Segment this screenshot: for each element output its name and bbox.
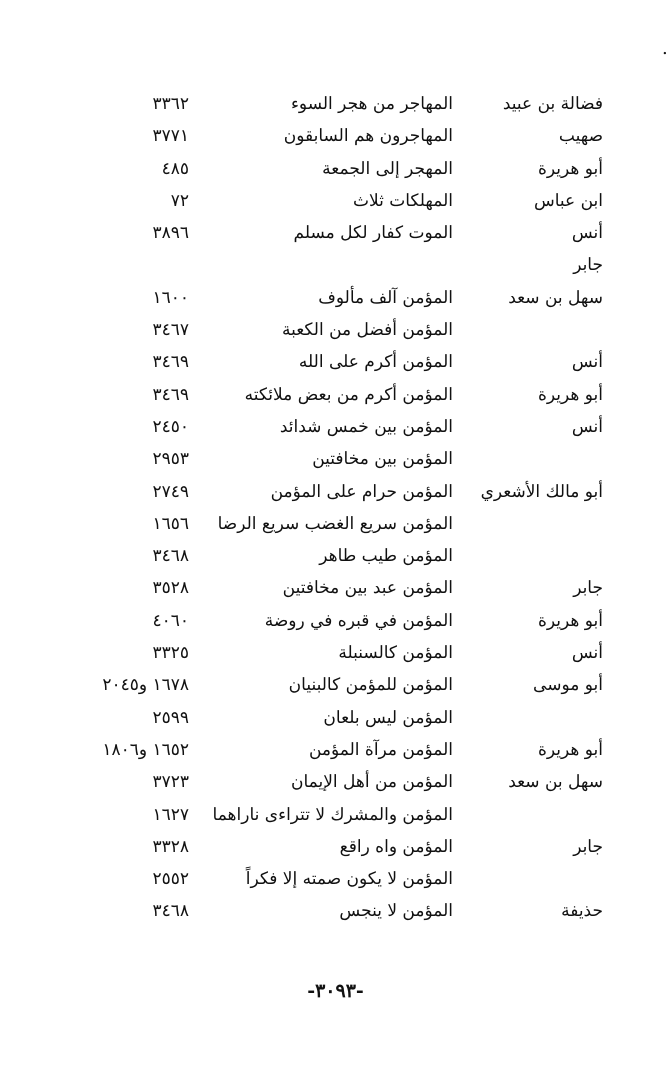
hadith-text: المؤمن واه راقع xyxy=(339,836,453,857)
hadith-text: المؤمن أكرم من بعض ملائكته xyxy=(244,384,453,405)
hadith-number: ٣٤٦٨ xyxy=(152,546,189,567)
hadith-text: المؤمن سريع الغضب سريع الرضا xyxy=(217,513,453,534)
narrator-cell: فضالة بن عبيد xyxy=(502,94,603,114)
hadith-text: المؤمن حرام على المؤمن xyxy=(270,481,453,502)
hadith-number: ٣٧٧١ xyxy=(152,126,189,147)
narrator-cell: سهل بن سعد xyxy=(508,772,603,793)
index-table xyxy=(0,88,671,928)
table-row xyxy=(0,508,671,540)
table-row xyxy=(0,766,671,798)
hadith-number: ٣٨٩٦ xyxy=(152,223,189,244)
table-row xyxy=(0,185,671,217)
hadith-text: المؤمن طيب طاهر xyxy=(319,546,453,567)
narrator-cell: أبو هريرة xyxy=(537,739,603,760)
hadith-number: ٣٤٦٩ xyxy=(152,352,189,373)
table-row xyxy=(0,379,671,411)
hadith-text: المهاجر من هجر السوء xyxy=(290,94,453,114)
hadith-number: ٢٥٩٩ xyxy=(152,707,189,728)
table-row xyxy=(0,346,671,378)
narrator-cell: جابر xyxy=(573,255,603,276)
hadith-text: المؤمن مرآة المؤمن xyxy=(308,739,453,760)
narrator-cell: أبو مالك الأشعري xyxy=(480,481,603,502)
hadith-text: المؤمن أكرم على الله xyxy=(298,352,453,373)
narrator-cell: صهيب xyxy=(558,126,603,147)
hadith-number: ٢٥٥٢ xyxy=(152,869,189,890)
hadith-number: ٧٢ xyxy=(170,190,189,211)
hadith-text: المؤمن للمؤمن كالبنيان xyxy=(288,675,453,696)
table-row xyxy=(0,120,671,152)
hadith-number: ٢٤٥٠ xyxy=(152,416,189,437)
hadith-number: ٣٤٦٩ xyxy=(152,384,189,405)
table-row xyxy=(0,411,671,443)
hadith-text: المؤمن والمشرك لا تتراءى ناراهما xyxy=(212,804,453,825)
narrator-cell: ابن عباس xyxy=(533,190,603,211)
table-row xyxy=(0,572,671,604)
narrator-cell: أنس xyxy=(571,643,603,664)
table-row xyxy=(0,831,671,863)
hadith-number: ١٦٧٨ و٢٠٤٥ xyxy=(102,675,189,696)
hadith-number: ١٦٥٦ xyxy=(152,513,189,534)
hadith-text: المؤمن بين خمس شدائد xyxy=(279,416,453,437)
hadith-number: ٣٣٢٥ xyxy=(152,643,189,664)
narrator-cell: أبو موسى xyxy=(533,675,603,696)
table-row xyxy=(0,282,671,314)
hadith-number: ٤٠٦٠ xyxy=(152,610,189,631)
hadith-number: ٣٣٦٢ xyxy=(152,94,189,114)
hadith-text: المؤمن لا ينجس xyxy=(339,901,453,922)
page-number: -٣٠٩٣- xyxy=(307,980,364,1002)
narrator-cell: أبو هريرة xyxy=(537,158,603,179)
narrator-cell: حذيفة xyxy=(561,901,603,922)
hadith-number: ١٦٢٧ xyxy=(152,804,189,825)
table-row xyxy=(0,734,671,766)
narrator-cell: أنس xyxy=(571,223,603,244)
hadith-text: المؤمن آلف مألوف xyxy=(318,287,453,308)
hadith-number: ٣٥٢٨ xyxy=(152,578,189,599)
table-row xyxy=(0,217,671,249)
hadith-number: ٣٣٢٨ xyxy=(152,836,189,857)
hadith-text: المهاجرون هم السابقون xyxy=(283,126,453,147)
table-row xyxy=(0,799,671,831)
table-row xyxy=(0,249,671,281)
hadith-number: ٢٧٤٩ xyxy=(152,481,189,502)
hadith-number: ٣٤٦٨ xyxy=(152,901,189,922)
table-row xyxy=(0,88,671,120)
hadith-number: ٣٧٢٣ xyxy=(152,772,189,793)
table-row xyxy=(0,895,671,927)
table-row xyxy=(0,702,671,734)
hadith-number: ٤٨٥ xyxy=(161,158,189,179)
table-row xyxy=(0,476,671,508)
table-row xyxy=(0,637,671,669)
hadith-text: المؤمن عبد بين مخافتين xyxy=(282,578,453,599)
hadith-number: ١٦٠٠ xyxy=(152,287,189,308)
table-row xyxy=(0,443,671,475)
hadith-text: المؤمن أفضل من الكعبة xyxy=(281,320,453,341)
hadith-text: الموت كفار لكل مسلم xyxy=(293,223,453,244)
corner-mark: . xyxy=(662,38,668,59)
narrator-cell: أنس xyxy=(571,352,603,373)
hadith-number: ٣٤٦٧ xyxy=(152,320,189,341)
table-row xyxy=(0,669,671,701)
hadith-text: المؤمن من أهل الإيمان xyxy=(290,772,453,793)
hadith-number: ١٦٥٢ و١٨٠٦ xyxy=(102,739,189,760)
narrator-cell: أنس xyxy=(571,416,603,437)
narrator-cell: جابر xyxy=(573,836,603,857)
table-row xyxy=(0,863,671,895)
table-row xyxy=(0,153,671,185)
narrator-cell: أبو هريرة xyxy=(537,610,603,631)
hadith-text: المهلكات ثلاث xyxy=(352,190,453,211)
hadith-text: المهجر إلى الجمعة xyxy=(322,158,453,179)
hadith-text: المؤمن بين مخافتين xyxy=(312,449,453,470)
table-row xyxy=(0,605,671,637)
hadith-number: ٢٩٥٣ xyxy=(152,449,189,470)
table-row xyxy=(0,540,671,572)
hadith-text: المؤمن كالسنبلة xyxy=(338,643,453,664)
table-row xyxy=(0,314,671,346)
hadith-text: المؤمن في قبره في روضة xyxy=(264,610,453,631)
narrator-cell: سهل بن سعد xyxy=(508,287,603,308)
narrator-cell: جابر xyxy=(573,578,603,599)
hadith-text: المؤمن لا يكون صمته إلا فكراً xyxy=(245,869,453,890)
hadith-text: المؤمن ليس بلعان xyxy=(323,707,453,728)
narrator-cell: أبو هريرة xyxy=(537,384,603,405)
